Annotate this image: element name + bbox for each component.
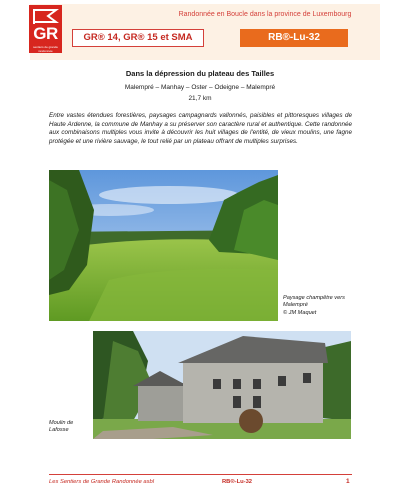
- page-number: 1: [346, 478, 350, 485]
- intro-paragraph: Entre vastes étendues forestières, paysages campagnards vallonnés, paisibles et pittoresques villages de Haute Ardenne, la commune de Manhay a su préserver son caractère rural et authentique. Cette randonnée aux combinaisons multiples vous invite à découvrir les huit villages de l'entité, de vieux moulins, une fagne protégée et une rivière sauvage, le tout relié par un plateau offrant de multiples surprises.: [49, 112, 352, 145]
- footer-organization: Les Sentiers de Grande Randonnée asbl: [49, 479, 155, 485]
- logo-letters: GR: [33, 24, 58, 43]
- landscape-photo-caption: [283, 295, 373, 317]
- route-distance: 21,7 km: [188, 95, 212, 102]
- footer-route-code: RB®-Lu-32: [222, 479, 253, 485]
- caption-credit: © JM Maquet: [283, 309, 317, 316]
- logo-tagline: sentiers de grande randonnée: [33, 45, 58, 53]
- caption-line: Moulin de: [49, 420, 74, 426]
- caption-line: Paysage champêtre vers: [283, 295, 345, 301]
- footer-divider: [49, 474, 352, 475]
- landscape-photo: [49, 170, 278, 321]
- trails-label: GR® 14, GR® 15 et SMA: [72, 29, 204, 47]
- header-title: Randonnée en Boucle dans la province de Luxembourg: [178, 11, 352, 18]
- mill-photo-caption: [49, 420, 91, 435]
- caption-line: Malempré: [283, 302, 308, 309]
- gr-logo: [29, 5, 62, 53]
- mill-photo: [93, 331, 351, 439]
- caption-line: Lafosse: [49, 427, 69, 434]
- gr-logo-flag-icon: [32, 8, 59, 25]
- route-villages: Malempré – Manhay – Oster – Odeigne – Malempré: [124, 84, 276, 91]
- route-code-badge: RB®-Lu-32: [240, 29, 348, 47]
- route-title: Dans la dépression du plateau des Tailles: [125, 69, 275, 78]
